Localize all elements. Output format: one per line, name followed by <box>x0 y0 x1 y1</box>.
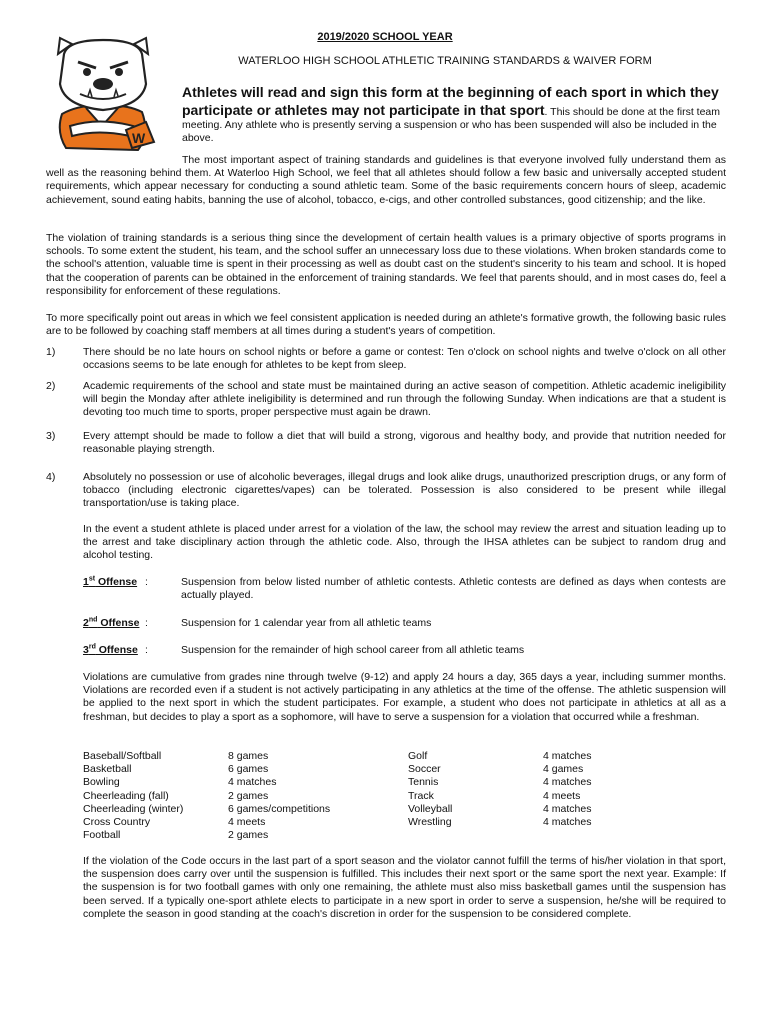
w-letter-emblem: W <box>132 130 146 146</box>
offense-label: 3rd Offense <box>83 643 138 656</box>
school-year-heading: 2019/2020 SCHOOL YEAR <box>317 31 453 43</box>
paragraph-carry-over: If the violation of the Code occurs in the last part of a sport season and the violator cannot fulfill the terms of his/her violation in that sport, the suspension does carry over until the suspension is fulfilled. This includes their next sport or the same sport the next year. Example: If the suspension is for two football games with only one remaining, the athlete must also miss basketball games until the suspension has been served. If a typically one-sport athlete elects to participate in a new sport in order to serve a suspension, he/she will be required to complete the season in good standing at the coach's discretion in order for the suspension to be considered complete. <box>83 855 726 920</box>
sport-name: Baseball/Softball <box>83 750 162 762</box>
rule-number: 4) <box>46 471 56 483</box>
offense-label: 2nd Offense <box>83 616 140 629</box>
offense-label: 1st Offense <box>83 575 138 588</box>
sport-name: Cross Country <box>83 815 151 828</box>
paragraph-cumulative-violations: Violations are cumulative from grades nine through twelve (9-12) and apply 24 hours a day, 365 days a year, including summer months. Violations are recorded even if a student is not actively participating in any athletics at the time of the offense. The athletic suspension will be applied to the next sport in which the student participates. For example, a student who does not participate in athletics at all as a freshman, but decides to play a sport as a sophomore, will have to serve a suspension for a violation that occurred while a freshman. <box>83 671 726 723</box>
bulldog-mascot-logo <box>42 36 164 154</box>
rule-text: Absolutely no possession or use of alcoholic beverages, illegal drugs and look alike drugs, unauthorized prescription drugs, or any form of tobacco (including electronic cigarettes/vapes) can be tolerated. Possession is also considered to be present while illegal transportation/use is taking place. <box>83 471 726 510</box>
sport-penalty: 4 meets <box>228 815 266 828</box>
paragraph-text: The most important aspect of training standards and guidelines is that everyone involved fully understand them as well as the reasoning behind them. At Waterloo High School, we feel that all athletes should follow a few basic and universally accepted student requirements, which appear necessary for conducting a sound athletic team. Some of the basic requirements concern hours of sleep, academic achievement, sound eating habits, banning the use of alcohol, tobacco, e-cigs, and other controlled substances, good citizenship; and the like. <box>46 154 726 206</box>
sport-penalty: 2 games <box>228 789 269 802</box>
sport-penalty: 4 meets <box>543 789 581 802</box>
intro-rest-text: . This should be done at the first team meeting. Any athlete who is presently serving a suspension or who has been suspended will also be included in the above. <box>182 105 721 145</box>
sport-penalty: 6 games <box>228 763 269 776</box>
intro-bold-text: Athletes will read and sign this form at the beginning of each sport in which they participate or athletes may not participate in that sport <box>182 84 719 118</box>
sport-name: Football <box>83 829 121 842</box>
sport-penalty: 4 matches <box>543 750 592 762</box>
offense-row <box>83 617 726 630</box>
sport-name: Cheerleading (fall) <box>83 789 169 802</box>
offense-colon: : <box>145 576 148 588</box>
paragraph-basic-rules-intro: To more specifically point out areas in which we feel consistent application is needed during an athlete's formative growth, the following basic rules are to be followed by coaching staff members at all times during a student's years of competition. <box>46 312 726 338</box>
sport-name: Soccer <box>408 763 441 776</box>
sport-name: Tennis <box>408 776 439 789</box>
rule-number: 2) <box>46 380 56 392</box>
sport-penalty: 4 matches <box>543 815 592 828</box>
rule-item <box>46 346 726 372</box>
sport-penalty: 4 matches <box>228 776 277 789</box>
rule-item <box>46 430 726 456</box>
offense-colon: : <box>145 644 148 656</box>
form-title: WATERLOO HIGH SCHOOL ATHLETIC TRAINING STANDARDS & WAIVER FORM <box>238 55 652 67</box>
sport-penalty: 4 matches <box>543 776 592 789</box>
intro-paragraph <box>182 84 726 145</box>
sports-left-penalties <box>228 750 330 842</box>
sport-name: Volleyball <box>408 802 453 815</box>
offense-description: Suspension from below listed number of athletic contests. Athletic contests are defined as days when contests are actually played. <box>181 576 726 602</box>
offense-description: Suspension for 1 calendar year from all athletic teams <box>181 617 432 629</box>
paragraph-training-standards <box>46 154 726 207</box>
paragraph-arrest: In the event a student athlete is placed under arrest for a violation of the law, the school may review the arrest and situation leading up to the arrest and take disciplinary action through the athletic code. Also, through the IHSA athletes can be subject to random drug and alcohol testing. <box>83 523 726 562</box>
sport-name: Basketball <box>83 763 132 776</box>
sport-penalty: 8 games <box>228 750 269 762</box>
sports-right-names <box>408 750 452 829</box>
sport-penalty: 4 matches <box>543 802 592 815</box>
rule-item <box>46 471 726 511</box>
sports-right-penalties <box>543 750 591 829</box>
rule-text: Academic requirements of the school and state must be maintained during an active season of competition. Athletic academic ineligibility will begin the Monday after athlete ineligibility is determined and run through the following Sunday. When indications are that a student is devoting too much time to sports, proper perspective must again be drawn. <box>83 380 726 419</box>
rule-item <box>46 380 726 420</box>
rule-text: There should be no late hours on school nights or before a game or contest: Ten o'clock on school nights and twelve o'clock on all other occasions seems to be late enough for athletes to be kept from sleep. <box>83 346 726 372</box>
offense-row <box>83 576 726 602</box>
rule-number: 1) <box>46 346 56 358</box>
sport-name: Wrestling <box>408 815 452 828</box>
sport-name: Cheerleading (winter) <box>83 802 184 815</box>
sport-name: Golf <box>408 750 428 762</box>
rule-number: 3) <box>46 430 56 442</box>
offense-row <box>83 644 726 657</box>
sport-penalty: 6 games/competitions <box>228 802 331 815</box>
sport-penalty: 2 games <box>228 829 269 842</box>
sport-name: Track <box>408 789 434 802</box>
sport-penalty: 4 games <box>543 763 584 776</box>
sports-left-names <box>83 750 183 842</box>
paragraph-violations-serious: The violation of training standards is a serious thing since the development of certain health values is a primary objective of sports programs in schools. To some extent the student, his team, and the school suffer an unnecessary loss due to these violations. When broken standards come to the school's attention, valuable time is spent in their processing as well as doubt cast on the student's sincerity to his team and school. It is hoped that the cooperation of parents can be obtained in the enforcement of training standards. We feel that parents should, and in most cases do, feel a responsibility for enforcement of these regulations. <box>46 232 726 297</box>
rule-text: Every attempt should be made to follow a diet that will build a strong, vigorous and healthy body, and provide that nutrition needed for reasonable playing strength. <box>83 430 726 456</box>
sport-name: Bowling <box>83 776 120 789</box>
offense-colon: : <box>145 617 148 629</box>
offense-description: Suspension for the remainder of high school career from all athletic teams <box>181 644 525 656</box>
